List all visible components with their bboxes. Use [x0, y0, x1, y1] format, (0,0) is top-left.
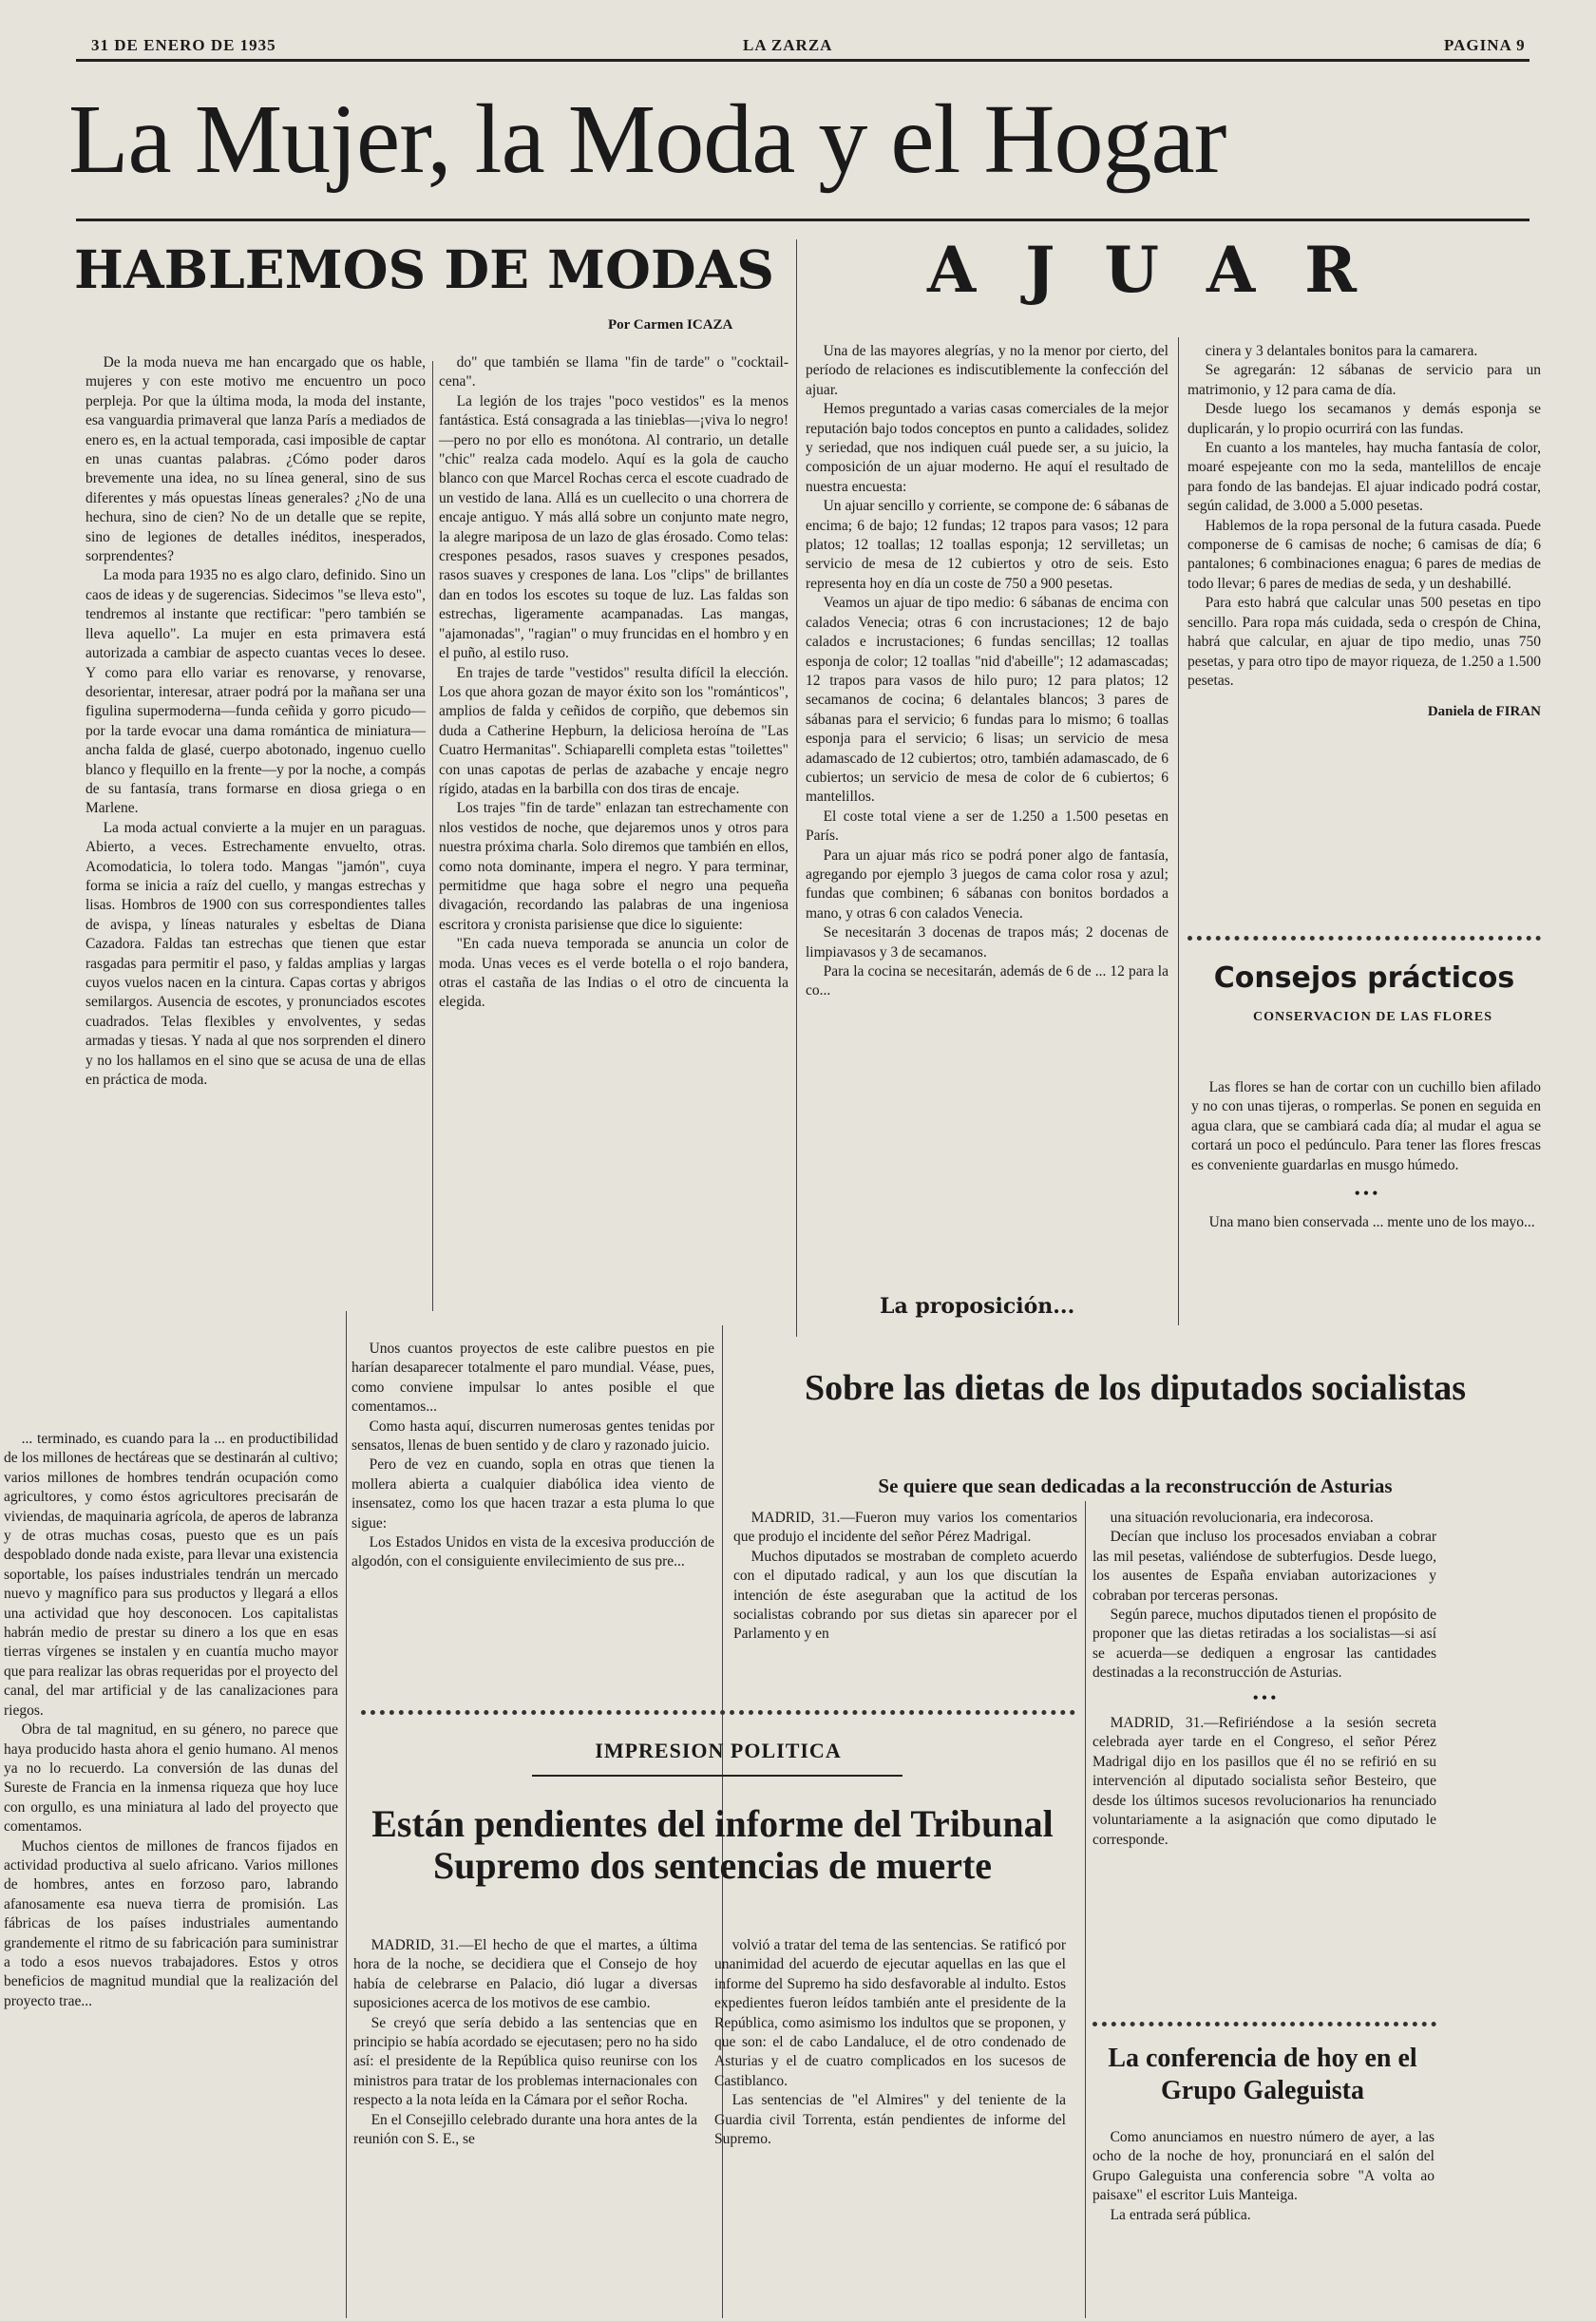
paragraph: Una mano bien conservada ... mente uno de los mayo...: [1208, 1214, 1535, 1231]
dotted-rule: [361, 1710, 1075, 1715]
dietas-fragment: La proposición...: [880, 1294, 1075, 1319]
dietas-title: Sobre las dietas de los diputados socialistas: [804, 1368, 1467, 1408]
paragraph: ... terminado, es cuando para la ... en productibilidad de los millones de hectáreas que se destinarán al cultivo; varios millones de hombres tendrán ocupación como agricultores, y como éstos agricultores precisarán de viviendas, de maquinaria agrícola, de aperos de labranza y de otras muchas cosas, puesto que es un país despoblado donde nada existe, para llevar una existencia soportable, los países industriales tendrán un mercado nuevo y magnífico para sus productos y llegará a ellos una actividad que hoy desconocen. Los capitalistas habrán medio de prestar su dinero a los que en esas tierras vírgenes se instalen y en cuantía mucho mayor que para realizar las obras requeridas por el proyecto del canal, del mar artificial y de las canalizaciones para riegos.: [4, 1431, 338, 1719]
paragraph: cinera y 3 delantales bonitos para la camarera.: [1205, 343, 1478, 359]
paragraph: Las sentencias de "el Almires" y del teniente de la Guardia civil Torrenta, están pendientes de informe del Supremo.: [714, 2092, 1066, 2148]
paragraph: Decían que incluso los procesados enviaban a cobrar las mil pesetas, valiéndose de subterfugios. Desde luego, los ausentes de España enviaban autorizaciones y cobraban por terceras personas.: [1092, 1529, 1436, 1604]
impresion-section: IMPRESION POLITICA: [595, 1739, 842, 1762]
paragraph: una situación revolucionaria, era indecorosa.: [1110, 1510, 1374, 1526]
paper-name: LA ZARZA: [743, 36, 833, 54]
paragraph: De la moda nueva me han encargado que os hable, mujeres y con este motivo me encuentro un poco perpleja. Por que la última moda, la moda del instante, esa vanguardia primaveral que lanza París a mediados de enero es, en la actual temporada, casi imposible de captar en unas cuantas palabras. ¿Cómo poder daros brevemente una idea, no su línea general, sino de sus diferentes y más opuestas líneas generales? ¿No de una hechura, sino de cien? No de un detalle que se repite, sino de legiones de detalles inéditos, inesperados, sorprendentes?: [86, 354, 426, 565]
paragraph: Para la cocina se necesitarán, además de 6 de ... 12 para la co...: [806, 963, 1168, 999]
modas-column-1: [86, 353, 426, 1090]
paragraph: Muchos diputados se mostraban de completo acuerdo con el diputado radical, y aun los que discutían la intención de éste aseguraban que la actitud de los socialistas cobrando por sus dietas sin aparecer por el Parlamento y en: [733, 1548, 1077, 1643]
paragraph: Los trajes "fin de tarde" enlazan tan estrechamente con nlos vestidos de noche, que dejaremos unos y otros para nuestra próxima charla. Solo diremos que también en ellos, como nota dominante, impera el negro. Y para terminar, permitidme que haga sobre el negro una pequeña divagación, recordando las palabras de una ingeniosa escritora y cronista parisiense que dice lo siguiente:: [439, 800, 788, 933]
paragraph: Un ajuar sencillo y corriente, se compone de: 6 sábanas de encima; 6 de bajo; 12 fundas; 12 trapos para vasos; 12 para platos; 12 toallas; 12 toallas esponja; 12 servilletas; un servicio de mesa de 12 cubiertos y otro de seis. Esto representa hoy en día un coste de 750 a 900 pesetas.: [806, 498, 1168, 592]
middle-bottom-column: [352, 1340, 714, 1572]
page-number: PAGINA 9: [1444, 36, 1526, 54]
modas-column-2: [439, 353, 788, 1013]
column-divider: [1178, 337, 1179, 1325]
paragraph: En el Consejillo celebrado durante una hora antes de la reunión con S. E., se: [353, 2111, 697, 2148]
paragraph: La entrada será pública.: [1110, 2206, 1251, 2223]
dietas-column-1: [733, 1509, 1077, 1645]
galeguista-body: [1092, 2128, 1434, 2225]
ajuar-column-2: [1188, 342, 1541, 722]
paragraph: En trajes de tarde "vestidos" resulta difícil la elección. Los que ahora gozan de mayor éxito son los "románticos", amplios de falda y ceñidos de corpiño, que debemos sin duda a Catherine Hepburn, la deliciosa heroína de "Las Cuatro Hermanitas". Schiaparelli completa estas "toilettes" con unas capotas de perlas de azabache y encaje negro rígido, atadas en la barbilla con dos tiras de encaje.: [439, 664, 788, 797]
ajuar-column-1: [806, 342, 1168, 1001]
column-divider: [1085, 1501, 1086, 2318]
dotted-rule: [1188, 936, 1541, 941]
paragraph: Hemos preguntado a varias casas comerciales de la mejor reputación bajo todos conceptos en punto a calidades, solidez y seriedad, que nos indiquen cuál puede ser, a su juicio, la composición de un ajuar moderno. He aquí el resultado de nuestra encuesta:: [806, 401, 1168, 495]
paragraph: Para esto habrá que calcular unas 500 pesetas en tipo sencillo. Para ropa más cuidada, seda o crespón de China, habrá que calcular, en ajuar de tipo medio, unas 750 pesetas, y para otro tipo de mayor riqueza, de 1.250 a 1.500 pesetas.: [1188, 595, 1541, 689]
paragraph: Muchos cientos de millones de francos fijados en actividad productiva al suelo africano. Varios millones de hombres, antes en forzoso paro, labrando afanosamente esa nueva tierra de promisión. Las fábricas de los países industriales aumentando grandemente el ritmo de su fabricación para suministrar a todo a esos nuevos trabajadores. Estos y otros beneficios de magnitud mundial que la realización del proyecto trae...: [4, 1837, 338, 2009]
paragraph: Obra de tal magnitud, en su género, no parece que haya producido hasta ahora el genio humano. Al menos ya no lo recuerdo. La conversión de las dunas del Sureste de Francia en la inmensa riqueza que hoy luce con orgullo, es una miniatura al lado del proyecto que comentamos.: [4, 1722, 338, 1836]
consejos-body: [1191, 1078, 1541, 1233]
paragraph: "En cada nueva temporada se anuncia un color de moda. Unas veces es el verde botella o el rojo bandera, otras el castaña de las Indias o el otro de cincuenta la elegida.: [439, 936, 788, 1011]
paragraph: Una de las mayores alegrías, y no la menor por cierto, del período de relaciones es indiscutiblemente la confección del ajuar.: [806, 343, 1168, 398]
galeguista-title: La conferencia de hoy en el Grupo Galeguista: [1108, 2044, 1417, 2105]
paragraph: La moda actual convierte a la mujer en un paraguas. Abierto, a veces. Estrechamente envuelto, otras. Acomodaticia, lo tolera todo. Mangas "jamón", cuya forma se inicia a raíz del cuello, y mangas estrechas y lisas. Hombros de 1900 con sus correspondientes talles de avispa, y líneas naturales y esbeltas de Diana Cazadora. Faldas tan estrechas que tienen que estar rasgadas para permitir el paso, y faldas amplias y largas cuyos vuelos nacen en la cintura. Capas cortas y abrigos semilargos. Ausencia de escotes, y pronunciados escotes cuadrados. Telas flexibles y envolventes, y sedas armadas y tiesas. Y nada al que nos sorprenden el dinero y no los hallamos en el sino que se acusa de una de ellas en práctica de moda.: [86, 819, 426, 1089]
paragraph: Se necesitarán 3 docenas de trapos más; 2 docenas de limpiavasos y 3 de secamanos.: [806, 924, 1168, 961]
paragraph: Como anunciamos en nuestro número de ayer, a las ocho de la noche de hoy, pronunciará en el salón del Grupo Galeguista una conferencia sobre "A volta ao paisaxe" el escritor Luis Manteiga.: [1092, 2129, 1434, 2204]
ornament: • • •: [1252, 1689, 1277, 1706]
impresion-title: Están pendientes del informe del Tribunal Supremo dos sentencias de muerte: [371, 1802, 1054, 1887]
paragraph: Las flores se han de cortar con un cuchillo bien afilado y no con unas tijeras, o romperlas. Se ponen en seguida en agua clara, que se cambiará cada día; al mudar el agua se cortará un poco el pedúnculo. Para tener las flores frescas es conveniente guardarlas en musgo húmedo.: [1191, 1079, 1541, 1173]
paragraph: MADRID, 31.—Refiriéndose a la sesión secreta celebrada ayer tarde en el Congreso, el señor Pérez Madrigal dijo en los pasillos que él no se refirió en su intervención al diputado socialista señor Besteiro, que desde los últimos sucesos revolucionarios ha renunciado voluntariamente a la asignación que como diputado le corresponde.: [1092, 1715, 1436, 1848]
paragraph: Los Estados Unidos en vista de la excesiva producción de algodón, con el consiguiente envilecimiento de sus pre...: [352, 1534, 714, 1570]
paragraph: Para un ajuar más rico se podrá poner algo de fantasía, agregando por ejemplo 3 juegos de cama color rosa y azul; fundas que combinen; 6 sábanas con bonitos bordados a mano, y otras 6 con calados Venecia.: [806, 847, 1168, 922]
dietas-subtitle: Se quiere que sean dedicadas a la reconstrucción de Asturias: [878, 1474, 1393, 1497]
masthead-rule: [76, 219, 1530, 221]
column-divider: [796, 239, 797, 1337]
paragraph: La legión de los trajes "poco vestidos" es la menos fantástica. Está consagrada a las tinieblas—¡viva lo negro! —pero no por ello es monótona. Al contrario, un detalle "chic" realza cada modelo. Aquí es la gola de caucho blanco con que Marcel Rochas cerca el escote cuadrado de un vestido de lana. Allá es un cuellecito o una chorrera de encaje antiguo. Y más allá sobre un conjunto mate negro, la alegre mariposa de un lazo de glas érosado. Como telas: crespones pesados, rasos suaves y crespones pesados, rasos suaves y crespones de lana. Los "clips" de brillantes dan en todos los escotes su toque de luz. Las faldas son estrechas, ligeramente acampanadas. Las mangas, "ajamonadas", "ragian" o muy fruncidas en el hombro y en el puño, al estilo ruso.: [439, 392, 788, 662]
header-rule: [76, 59, 1530, 62]
masthead: La Mujer, la Moda y el Hogar: [68, 85, 1226, 194]
impresion-column-2: [714, 1936, 1066, 2149]
paragraph: Como hasta aquí, discurren numerosas gentes tenidas por sensatos, llenas de buen sentido y de claro y razonado juicio.: [352, 1417, 714, 1455]
paragraph: Se creyó que sería debido a las sentencias que en principio se había acordado se ejecutasen; pero no ha sido así: el presidente de la República quiso reunirse con los ministros para tratar de los problemas internacionales con respecto a la nota leída en la Cámara por el señor Rocha.: [353, 2014, 697, 2109]
modas-byline: Por Carmen ICAZA: [608, 317, 733, 333]
paragraph: El coste total viene a ser de 1.250 a 1.500 pesetas en París.: [806, 808, 1168, 845]
impresion-column-1: [353, 1936, 697, 2149]
column-divider: [432, 361, 433, 1311]
paragraph: Unos cuantos proyectos de este calibre puestos en pie harían desaparecer totalmente el paro mundial. Véase, pues, como conviene impulsar lo antes posible el que comentamos...: [352, 1341, 714, 1416]
paragraph: do" que también se llama "fin de tarde" o "cocktail-cena".: [439, 354, 788, 390]
section-rule: [532, 1775, 902, 1777]
paragraph: MADRID, 31.—El hecho de que el martes, a última hora de la noche, se decidiera que el Consejo de hoy había de celebrarse en Palacio, dió lugar a diversas suposiciones acerca de los motivos de ese cambio.: [353, 1937, 697, 2012]
ajuar-signature: Daniela de FIRAN: [1427, 704, 1541, 720]
paragraph: Hablemos de la ropa personal de la futura casada. Puede componerse de 6 camisas de noche; 6 camisas de día; 6 pantalones; 6 combinaciones enagua; 6 pares de medias de todo llevar; 6 pares de medias de seda, y un deshabillé.: [1188, 517, 1541, 592]
paragraph: En cuanto a los manteles, hay mucha fantasía de color, moaré espejeante con mo la seda, mantelillos de encaje para fondo de las bandejas. El ajuar indicado podrá costar, según calidad, de 3.000 a 5.000 pesetas.: [1188, 440, 1541, 515]
consejos-title: Consejos prácticos: [1213, 961, 1515, 995]
paragraph: Se agregarán: 12 sábanas de servicio para un matrimonio, y 12 para cama de día.: [1188, 362, 1541, 398]
dotted-rule: [1092, 2022, 1436, 2026]
dietas-column-2: [1092, 1509, 1436, 1850]
paragraph: Pero de vez en cuando, sopla en otras que tienen la mollera abierta a cualquier diabólica idea viento de insensatez, como los que hacen trazar a esta pluma lo que sigue:: [352, 1456, 714, 1531]
ajuar-title: AJUAR: [926, 233, 1407, 307]
consejos-subtitle: CONSERVACION DE LAS FLORES: [1252, 1010, 1493, 1024]
paragraph: Según parece, muchos diputados tienen el propósito de proponer que las dietas retiradas a los socialistas—si así se acuerda—se dediquen a engrosar las cantidades destinadas a la reconstrucción de Asturias.: [1092, 1607, 1436, 1682]
modas-title: HABLEMOS DE MODAS: [74, 238, 775, 300]
paragraph: Desde luego los secamanos y demás esponja se duplicarán, y lo propio ocurrirá con las fundas.: [1188, 401, 1541, 437]
left-bottom-column: [4, 1430, 338, 2011]
paragraph: volvió a tratar del tema de las sentencias. Se ratificó por unanimidad del acuerdo de ejecutar aquellas en las que el informe del Supremo ha sido desfavorable al indulto. Estos expedientes fueron leídos también ante el presidente de la República, como asimismo los indultos que se proponen, y que son: el de cabo Landaluce, el de otro condenado de Asturias y el de cuatro complicados en los sucesos de Castiblanco.: [714, 1937, 1066, 2089]
paragraph: La moda para 1935 no es algo claro, definido. Sino un caos de ideas y de sugerencias. Sidecimos "se lleva esto", tendremos al instante que rectificar: "pero también se lleva aquello". La mujer en esta primavera está autorizada a cambiar de aspecto cuantas veces lo desee. Y como para ello variar es renovarse, y renovarse, desorientar, interesar, atraer podrá por la mañana ser una figulina supermoderna—funda ceñida y gorro picudo—por la tarde evocar una dama romántica de miniatura—ancha falda de glasé, cuerpo abotonado, ingenuo cuello blanco y flequillo en la frente—y por la noche, a compás de su fantasía, trans formarse en diosa griega o en Marlene.: [86, 567, 426, 817]
paragraph: MADRID, 31.—Fueron muy varios los comentarios que produjo el incidente del señor Pérez Madrigal.: [733, 1510, 1077, 1546]
ornament: • • •: [1354, 1186, 1378, 1203]
paragraph: Veamos un ajuar de tipo medio: 6 sábanas de encima con calados Venecia; otras 6 con incrustaciones; 12 de bajo calados e incrustaciones; 6 fundas sencillas; 12 toallas esponja de color; 12 toallas "nid d'abeille"; 12 adamascadas; 12 trapos para vasos de hilo puro; 12 para platos; 12 secamanos de cocina; 6 delantales blancos; 3 pares de sábanas para el servicio; 6 fundas para lo mismo; 6 toallas esponja para el servicio; 6 lisas; un servicio de mesa adamascado de 12 cubiertos; otro, también adamascado, de 6 cubiertos; un servicio de mesa de color de 6 cubiertos; 6 mantelillos.: [806, 595, 1168, 806]
issue-date: 31 DE ENERO DE 1935: [91, 36, 276, 54]
